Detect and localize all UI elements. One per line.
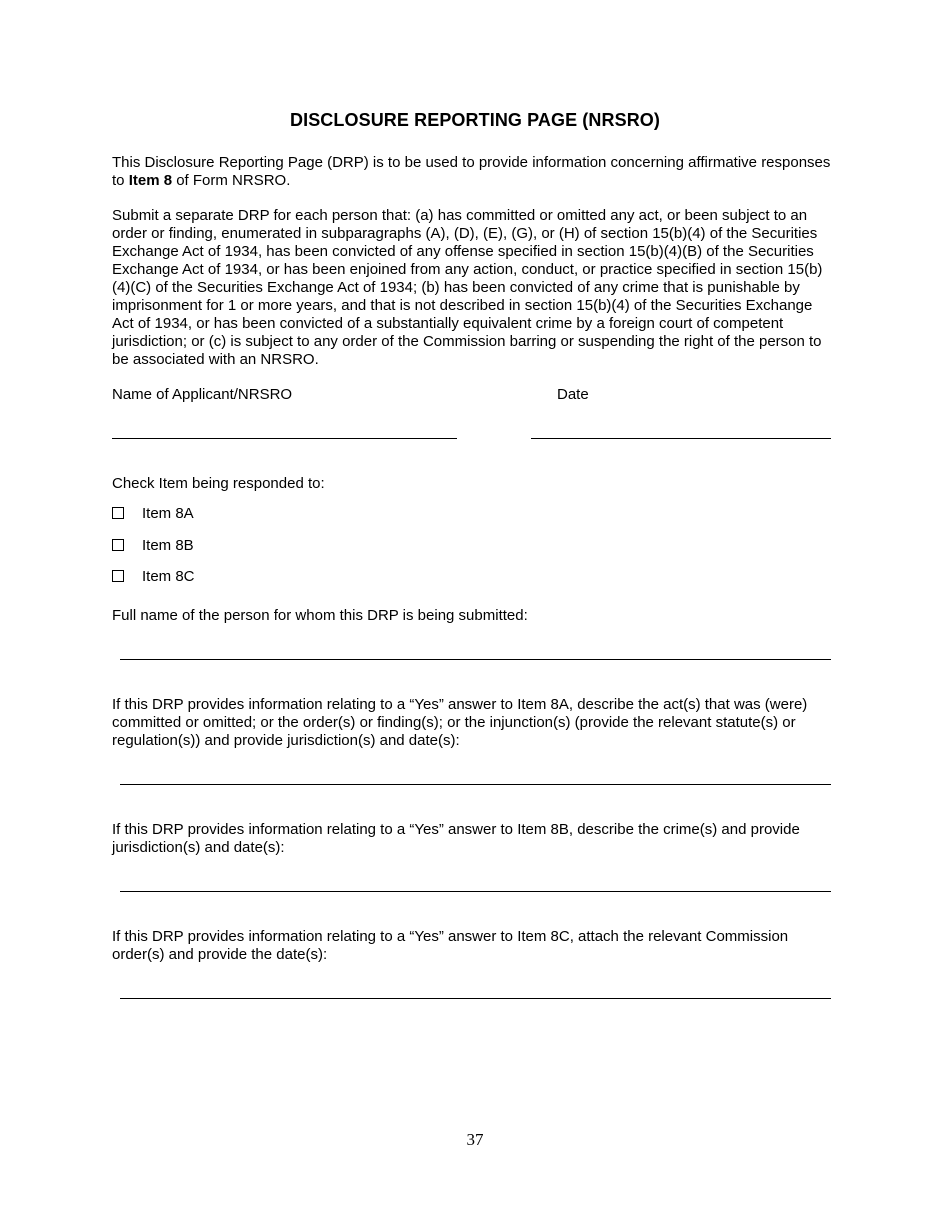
page-number: 37 xyxy=(466,1130,484,1149)
item-8a-label: Item 8A xyxy=(142,504,194,522)
submit-instructions-paragraph: Submit a separate DRP for each person that: (a) has committed or omitted any act, or been subject to an order or finding, enumerated in subparagraphs (A), (D), (E), (G), or (H) of section 15(b)(4) of the Securities Exchange Act of 1934, has been convicted of any offense specified in section 15(b)(4)(B) of the Securities Exchange Act of 1934, or has been enjoined from any action, conduct, or practice specified in section 15(b)(4)(C) of the Securities Exchange Act of 1934; (b) has been convicted of any crime that is punishable by imprisonment for 1 or more years, and that is not described in section 15(b)(4) of the Securities Exchange Act of 1934, or has been convicted of a substantially equivalent crime by a foreign court of competent jurisdiction; or (c) is subject to any order of the Commission barring or suspending the right of the person to be associated with an NRSRO. xyxy=(112,207,823,368)
date-field[interactable] xyxy=(531,438,831,439)
answer-8a-field[interactable] xyxy=(120,784,831,785)
full-name-field[interactable] xyxy=(120,659,831,660)
item-8a-option[interactable] xyxy=(112,503,194,523)
name-of-applicant-field[interactable] xyxy=(112,438,457,439)
question-8b-text: If this DRP provides information relating to a “Yes” answer to Item 8B, describe the crime(s) and provide jurisdiction(s) and date(s): xyxy=(112,821,800,856)
date-label: Date xyxy=(557,386,589,403)
intro-paragraph xyxy=(112,154,836,190)
intro-text-end: of Form NRSRO. xyxy=(172,172,291,189)
item-8b-checkbox[interactable] xyxy=(112,539,124,551)
item-8c-checkbox[interactable] xyxy=(112,570,124,582)
intro-item-reference: Item 8 xyxy=(128,172,173,189)
question-8a-text: If this DRP provides information relating to a “Yes” answer to Item 8A, describe the act(s) that was (were) committed or omitted; or the order(s) or finding(s); or the injunction(s) (provide the relevant statute(s) or regulation(s)) and provide jurisdiction(s) and date(s): xyxy=(112,696,808,749)
page-title: DISCLOSURE REPORTING PAGE (NRSRO) xyxy=(290,110,660,130)
name-of-applicant-label: Name of Applicant/NRSRO xyxy=(112,386,293,403)
intro-text-start: This Disclosure Reporting Page (DRP) is to be used to provide information concerning affirmative responses to xyxy=(112,154,831,189)
item-8c-option[interactable] xyxy=(112,566,195,586)
check-item-prompt: Check Item being responded to: xyxy=(112,475,325,492)
full-name-label: Full name of the person for whom this DRP is being submitted: xyxy=(112,607,528,624)
answer-8c-field[interactable] xyxy=(120,998,831,999)
question-8c-text: If this DRP provides information relating to a “Yes” answer to Item 8C, attach the relevant Commission order(s) and provide the date(s): xyxy=(112,928,789,963)
item-8a-checkbox[interactable] xyxy=(112,507,124,519)
item-8b-label: Item 8B xyxy=(142,536,194,554)
answer-8b-field[interactable] xyxy=(120,891,831,892)
item-8b-option[interactable] xyxy=(112,535,194,555)
item-8c-label: Item 8C xyxy=(142,567,195,585)
